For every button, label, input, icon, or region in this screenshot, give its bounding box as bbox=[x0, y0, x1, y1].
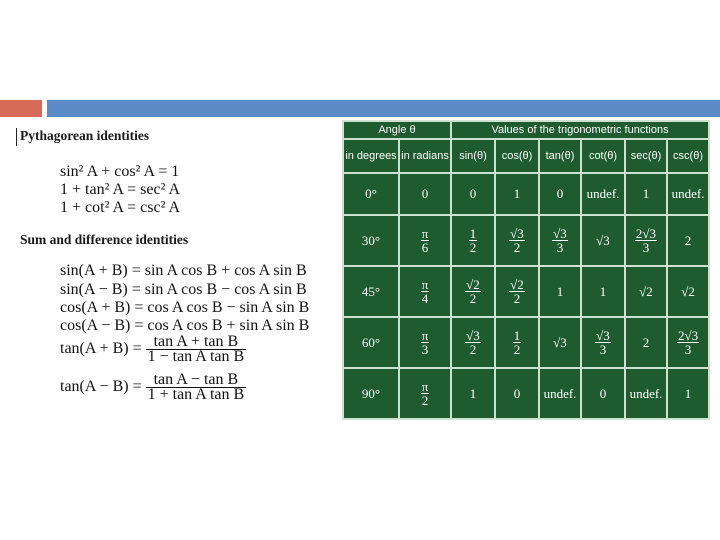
header-values: Values of the trigonometric functions bbox=[451, 121, 709, 139]
pythagorean-identity-3: 1 + cot² A = csc² A bbox=[60, 199, 181, 216]
identity-sin-sum: sin(A + B) = sin A cos B + cos A sin B bbox=[60, 262, 307, 279]
cell-sec: 1 bbox=[625, 173, 667, 215]
tan-sum-fraction bbox=[146, 335, 247, 364]
col-sec: sec(θ) bbox=[625, 139, 667, 173]
identity-tan-diff bbox=[60, 373, 246, 402]
cell-sin: 1 bbox=[451, 368, 495, 419]
header-angle: Angle θ bbox=[343, 121, 451, 139]
cell-cos: $\frac{1}{2}$ bbox=[495, 317, 539, 368]
cell-cot: 0 bbox=[581, 368, 625, 419]
accent-bar-red bbox=[0, 100, 42, 117]
table-row bbox=[343, 317, 709, 368]
trig-values-table bbox=[342, 120, 710, 420]
trig-table-body bbox=[343, 173, 709, 419]
cell-radians: $\frac{\pi}{2}$ bbox=[399, 368, 451, 419]
cell-degrees: 45° bbox=[343, 266, 399, 317]
cell-radians: 0 bbox=[399, 173, 451, 215]
cell-cot: √3 bbox=[581, 215, 625, 266]
cell-sec: √2 bbox=[625, 266, 667, 317]
col-radians: in radians bbox=[399, 139, 451, 173]
cell-cot: undef. bbox=[581, 173, 625, 215]
table-row bbox=[343, 215, 709, 266]
identity-cos-diff: cos(A − B) = cos A cos B + sin A sin B bbox=[60, 317, 310, 334]
cell-csc: 1 bbox=[667, 368, 709, 419]
tan-diff-numerator: tan A − tan B bbox=[146, 373, 247, 388]
cell-csc: undef. bbox=[667, 173, 709, 215]
cell-degrees: 30° bbox=[343, 215, 399, 266]
cell-cos: 1 bbox=[495, 173, 539, 215]
pythagorean-identity-1: sin² A + cos² A = 1 bbox=[60, 163, 180, 180]
cell-cot: $\frac{√3}{3}$ bbox=[581, 317, 625, 368]
col-tan: tan(θ) bbox=[539, 139, 581, 173]
accent-bar-blue bbox=[47, 100, 720, 117]
cell-cos: $\frac{√2}{2}$ bbox=[495, 266, 539, 317]
cell-radians: $\frac{\pi}{3}$ bbox=[399, 317, 451, 368]
tan-diff-lhs: tan(A − B) = bbox=[60, 378, 142, 396]
cell-sec: undef. bbox=[625, 368, 667, 419]
col-degrees: in degrees bbox=[343, 139, 399, 173]
cell-csc: √2 bbox=[667, 266, 709, 317]
cell-tan: 1 bbox=[539, 266, 581, 317]
tan-diff-denominator: 1 + tan A tan B bbox=[147, 386, 245, 403]
col-cot: cot(θ) bbox=[581, 139, 625, 173]
cell-cos: 0 bbox=[495, 368, 539, 419]
pythagorean-identity-2: 1 + tan² A = sec² A bbox=[60, 181, 181, 198]
cell-tan: √3 bbox=[539, 317, 581, 368]
cell-tan: $\frac{√3}{3}$ bbox=[539, 215, 581, 266]
cell-sec: 2 bbox=[625, 317, 667, 368]
cell-sec: $\frac{2√3}{3}$ bbox=[625, 215, 667, 266]
identity-tan-sum bbox=[60, 335, 246, 364]
col-sin: sin(θ) bbox=[451, 139, 495, 173]
text-caret bbox=[16, 128, 17, 146]
cell-radians: $\frac{\pi}{4}$ bbox=[399, 266, 451, 317]
cell-sin: 0 bbox=[451, 173, 495, 215]
table-row bbox=[343, 368, 709, 419]
cell-sin: $\frac{√3}{2}$ bbox=[451, 317, 495, 368]
table-row bbox=[343, 266, 709, 317]
cell-tan: undef. bbox=[539, 368, 581, 419]
cell-degrees: 60° bbox=[343, 317, 399, 368]
cell-csc: 2 bbox=[667, 215, 709, 266]
cell-cos: $\frac{√3}{2}$ bbox=[495, 215, 539, 266]
identity-cos-sum: cos(A + B) = cos A cos B − sin A sin B bbox=[60, 299, 310, 316]
tan-sum-numerator: tan A + tan B bbox=[146, 335, 247, 350]
cell-sin: $\frac{1}{2}$ bbox=[451, 215, 495, 266]
heading-sum-difference: Sum and difference identities bbox=[20, 232, 189, 247]
col-cos: cos(θ) bbox=[495, 139, 539, 173]
cell-cot: 1 bbox=[581, 266, 625, 317]
cell-degrees: 0° bbox=[343, 173, 399, 215]
cell-radians: $\frac{\pi}{6}$ bbox=[399, 215, 451, 266]
heading-pythagorean: Pythagorean identities bbox=[20, 128, 150, 143]
tan-sum-lhs: tan(A + B) = bbox=[60, 340, 142, 358]
cell-degrees: 90° bbox=[343, 368, 399, 419]
identity-sin-diff: sin(A − B) = sin A cos B − cos A sin B bbox=[60, 281, 307, 298]
tan-sum-denominator: 1 − tan A tan B bbox=[147, 348, 245, 365]
cell-csc: $\frac{2√3}{3}$ bbox=[667, 317, 709, 368]
col-csc: csc(θ) bbox=[667, 139, 709, 173]
table-row bbox=[343, 173, 709, 215]
cell-tan: 0 bbox=[539, 173, 581, 215]
tan-diff-fraction bbox=[146, 373, 247, 402]
cell-sin: $\frac{√2}{2}$ bbox=[451, 266, 495, 317]
